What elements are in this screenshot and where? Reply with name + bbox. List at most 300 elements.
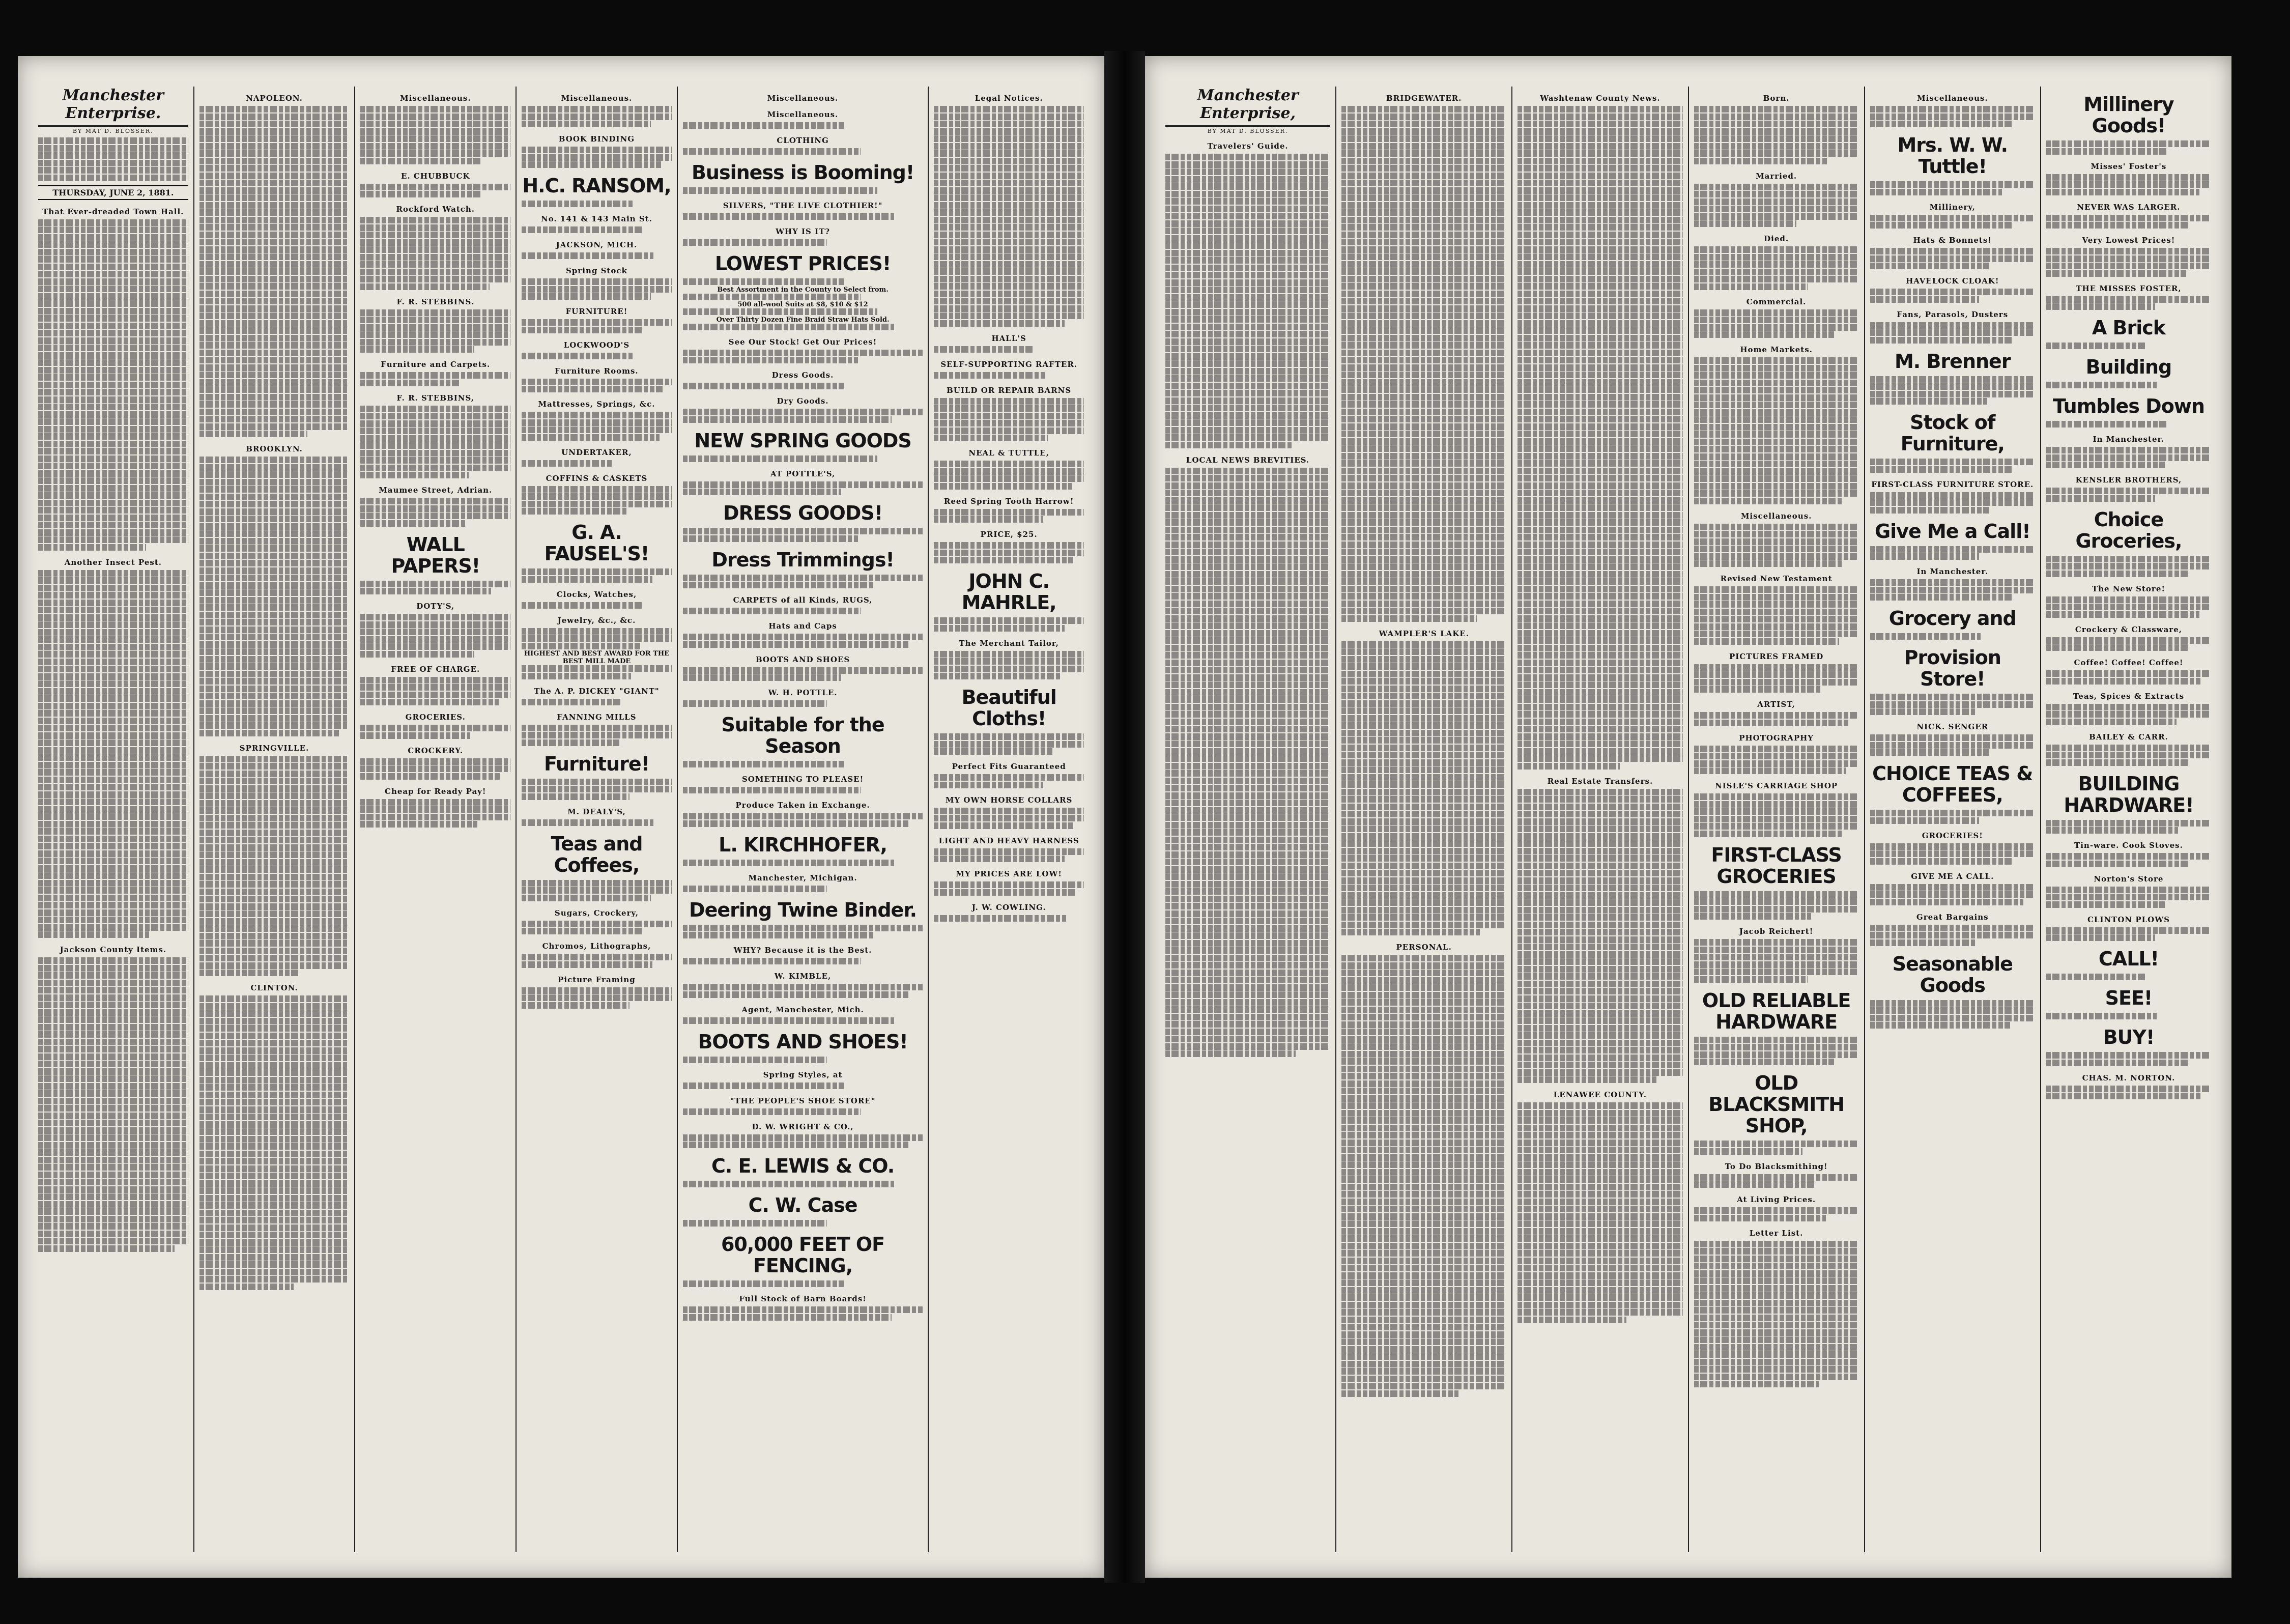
text-line bbox=[199, 394, 350, 401]
text-line bbox=[38, 651, 188, 658]
text-line bbox=[1870, 391, 2035, 397]
text-line bbox=[1341, 497, 1506, 504]
headline: C. W. Case bbox=[748, 1194, 857, 1216]
text-line bbox=[38, 1164, 188, 1171]
text-line bbox=[1341, 106, 1506, 112]
text-line bbox=[1165, 1043, 1330, 1050]
text-line bbox=[683, 1306, 923, 1313]
text-line bbox=[1694, 631, 1859, 637]
text-line bbox=[360, 380, 460, 386]
text-line bbox=[360, 684, 510, 691]
text-line bbox=[360, 239, 510, 246]
text-line bbox=[522, 154, 672, 161]
text-line bbox=[1518, 320, 1682, 327]
text-line bbox=[360, 420, 510, 427]
text-line bbox=[1341, 1169, 1506, 1176]
text-line bbox=[2046, 181, 2211, 188]
text-line bbox=[1165, 176, 1330, 183]
text-line bbox=[1341, 504, 1506, 511]
headline: JACKSON, MICH. bbox=[556, 240, 638, 249]
text-line bbox=[38, 821, 188, 828]
text-line bbox=[38, 739, 188, 746]
headline: Born. bbox=[1763, 94, 1790, 103]
text-line bbox=[683, 383, 844, 389]
headline: CROCKERY. bbox=[408, 746, 464, 755]
text-line bbox=[1165, 1006, 1330, 1013]
headline: WALL PAPERS! bbox=[391, 533, 480, 577]
text-line bbox=[199, 1114, 350, 1120]
text-line bbox=[1165, 770, 1330, 777]
text-line bbox=[1518, 719, 1682, 725]
text-line bbox=[1870, 899, 2023, 905]
headline: Stock of Furniture, bbox=[1900, 411, 2005, 455]
headline: HALL'S bbox=[991, 333, 1026, 343]
headline: No. 141 & 143 Main St. bbox=[541, 214, 652, 223]
headline: E. CHUBBUCK bbox=[401, 171, 470, 181]
text-line bbox=[1518, 995, 1682, 1002]
text-line bbox=[683, 357, 858, 363]
text-line bbox=[360, 128, 510, 135]
text-line bbox=[1870, 932, 2035, 938]
text-line bbox=[199, 416, 350, 422]
text-line bbox=[199, 1092, 350, 1098]
text-line bbox=[38, 659, 188, 665]
text-line bbox=[1341, 1102, 1506, 1109]
text-line bbox=[1165, 397, 1330, 404]
text-line bbox=[1870, 459, 2035, 465]
text-line bbox=[199, 1210, 350, 1216]
headline: Furniture and Carpets. bbox=[381, 360, 491, 369]
text-line bbox=[1694, 317, 1859, 323]
headline: Agent, Manchester, Mich. bbox=[741, 1005, 864, 1014]
text-line bbox=[1341, 549, 1506, 555]
text-line bbox=[1694, 594, 1859, 601]
text-line bbox=[199, 948, 350, 954]
text-line bbox=[199, 1136, 350, 1143]
text-line bbox=[683, 958, 861, 964]
text-line bbox=[934, 261, 1084, 268]
text-line bbox=[1518, 578, 1682, 585]
text-line bbox=[1341, 1007, 1506, 1013]
text-line bbox=[2046, 189, 2199, 195]
text-line bbox=[1518, 740, 1682, 747]
headline: Furniture Rooms. bbox=[555, 366, 639, 376]
text-line bbox=[683, 787, 861, 793]
text-line bbox=[199, 962, 350, 969]
text-line bbox=[38, 1016, 188, 1023]
left-page bbox=[18, 56, 1104, 1578]
text-line bbox=[2046, 462, 2165, 468]
text-line bbox=[1870, 322, 2035, 329]
text-line bbox=[199, 305, 350, 312]
text-line bbox=[1165, 940, 1330, 947]
text-line bbox=[1165, 601, 1330, 607]
text-line bbox=[360, 232, 510, 238]
text-line bbox=[1165, 519, 1330, 526]
headline: FURNITURE! bbox=[565, 307, 628, 316]
text-line bbox=[38, 644, 188, 650]
text-line bbox=[1341, 1235, 1506, 1242]
text-line bbox=[1694, 324, 1859, 331]
text-line bbox=[522, 113, 672, 120]
headline: LOWEST PRICES! bbox=[714, 252, 891, 275]
text-line bbox=[1518, 379, 1682, 386]
text-line bbox=[934, 194, 1084, 201]
text-line bbox=[1165, 822, 1330, 829]
headline: Died. bbox=[1764, 234, 1789, 243]
text-line bbox=[38, 747, 188, 754]
text-line bbox=[1694, 913, 1811, 920]
text-line bbox=[1694, 1374, 1859, 1380]
text-line bbox=[199, 320, 350, 327]
text-line bbox=[1165, 1050, 1296, 1057]
text-line bbox=[934, 856, 1064, 862]
text-line bbox=[934, 209, 1084, 216]
text-line bbox=[1694, 461, 1859, 467]
text-line bbox=[360, 113, 510, 120]
text-line bbox=[1518, 689, 1682, 696]
text-line bbox=[2046, 303, 2155, 310]
text-line bbox=[1870, 546, 2035, 553]
text-line bbox=[360, 677, 510, 683]
text-line bbox=[38, 544, 146, 551]
text-line bbox=[522, 486, 672, 493]
text-line bbox=[1341, 519, 1506, 526]
text-line bbox=[1518, 601, 1682, 607]
text-line bbox=[1518, 468, 1682, 474]
right-col-1 bbox=[1160, 87, 1336, 1552]
text-line bbox=[1165, 287, 1330, 293]
text-line bbox=[1518, 973, 1682, 980]
text-line bbox=[38, 688, 188, 695]
text-line bbox=[1518, 512, 1682, 519]
text-line bbox=[199, 671, 350, 677]
text-line bbox=[1518, 1272, 1682, 1279]
text-line bbox=[1165, 475, 1330, 481]
text-line bbox=[1694, 416, 1859, 423]
text-line bbox=[1694, 276, 1859, 282]
headline: OLD BLACKSMITH SHOP, bbox=[1708, 1072, 1845, 1137]
text-line bbox=[522, 293, 650, 300]
text-line bbox=[1870, 749, 1989, 756]
text-line bbox=[1518, 726, 1682, 732]
right-col-5-content bbox=[1870, 94, 2035, 1029]
text-line bbox=[683, 1057, 827, 1063]
headline: See Our Stock! Get Our Prices! bbox=[728, 337, 877, 347]
text-line bbox=[199, 291, 350, 297]
text-line bbox=[1341, 848, 1506, 854]
text-line bbox=[1165, 696, 1330, 703]
text-line bbox=[1518, 674, 1682, 681]
text-line bbox=[1518, 291, 1682, 297]
text-line bbox=[1694, 1256, 1859, 1262]
text-line bbox=[38, 1075, 188, 1082]
text-line bbox=[1518, 1294, 1682, 1301]
text-line bbox=[1341, 1383, 1506, 1389]
text-line bbox=[360, 150, 510, 157]
headline: Real Estate Transfers. bbox=[1547, 776, 1653, 786]
text-line bbox=[1870, 579, 2035, 586]
text-line bbox=[199, 678, 350, 685]
text-line bbox=[38, 396, 188, 403]
headline: OLD RELIABLE HARDWARE bbox=[1702, 989, 1851, 1033]
text-line bbox=[934, 143, 1084, 150]
text-line bbox=[1694, 246, 1859, 253]
text-line bbox=[38, 828, 188, 835]
text-line bbox=[199, 1099, 350, 1105]
text-line bbox=[522, 699, 622, 705]
text-line bbox=[1518, 342, 1682, 349]
text-line bbox=[199, 567, 350, 574]
text-line bbox=[683, 641, 908, 648]
text-line bbox=[1165, 556, 1330, 563]
text-line bbox=[1694, 976, 1808, 983]
text-line bbox=[199, 1121, 350, 1128]
text-line bbox=[38, 1120, 188, 1126]
text-line bbox=[1518, 106, 1682, 112]
text-line bbox=[199, 209, 350, 216]
text-line bbox=[934, 748, 1052, 755]
text-line bbox=[199, 792, 350, 799]
text-line bbox=[199, 1077, 350, 1084]
text-line bbox=[2046, 1013, 2157, 1019]
text-line bbox=[2046, 174, 2211, 181]
text-line bbox=[199, 232, 350, 238]
text-line bbox=[199, 648, 350, 655]
headline: AT POTTLE'S, bbox=[770, 469, 836, 478]
text-line bbox=[1341, 298, 1506, 304]
text-line bbox=[360, 614, 510, 620]
text-line bbox=[199, 925, 350, 932]
text-line bbox=[1518, 305, 1682, 312]
text-line bbox=[1518, 914, 1682, 921]
text-line bbox=[1694, 1207, 1859, 1214]
text-line bbox=[1165, 918, 1330, 924]
headline: Jewelry, &c., &c. bbox=[557, 615, 636, 625]
text-line bbox=[1341, 1095, 1506, 1102]
text-line bbox=[199, 143, 350, 150]
text-line bbox=[1518, 128, 1682, 135]
text-line bbox=[1518, 755, 1682, 762]
text-line bbox=[199, 1217, 350, 1223]
text-line bbox=[360, 254, 510, 261]
headline: BUILDING HARDWARE! bbox=[2064, 772, 2194, 816]
text-line bbox=[1518, 1117, 1682, 1124]
text-line bbox=[38, 836, 188, 842]
text-line bbox=[1341, 1368, 1506, 1375]
text-line bbox=[1165, 578, 1330, 585]
text-line bbox=[1341, 929, 1480, 935]
text-line bbox=[360, 442, 510, 449]
text-line bbox=[522, 568, 672, 575]
text-line bbox=[1518, 1110, 1682, 1117]
text-line bbox=[360, 106, 510, 112]
text-line bbox=[522, 379, 672, 385]
text-line bbox=[1518, 645, 1682, 651]
text-line bbox=[1165, 622, 1330, 629]
text-line bbox=[38, 791, 188, 798]
text-line bbox=[1518, 1147, 1682, 1153]
text-line bbox=[1870, 734, 2035, 741]
headline: FIRST-CLASS GROCERIES bbox=[1711, 843, 1842, 888]
text-line bbox=[199, 335, 350, 341]
text-line bbox=[1341, 962, 1506, 969]
text-line bbox=[38, 909, 188, 916]
text-line bbox=[360, 732, 470, 739]
text-line bbox=[522, 725, 672, 731]
text-line bbox=[1694, 586, 1859, 593]
text-line bbox=[1341, 173, 1506, 179]
text-line bbox=[1694, 1270, 1859, 1277]
text-line bbox=[360, 773, 500, 780]
text-line bbox=[199, 1047, 350, 1054]
text-line bbox=[1341, 135, 1506, 142]
headline: Suitable for the Season bbox=[721, 714, 884, 757]
text-line bbox=[38, 673, 188, 680]
text-line bbox=[1518, 194, 1682, 201]
text-line bbox=[38, 777, 188, 783]
text-line bbox=[2046, 343, 2145, 349]
text-line bbox=[683, 1017, 894, 1024]
text-line bbox=[1341, 571, 1506, 578]
text-line bbox=[2046, 571, 2188, 577]
text-line bbox=[1518, 239, 1682, 245]
text-line bbox=[1165, 593, 1330, 600]
text-line bbox=[1694, 1300, 1859, 1306]
text-line bbox=[1694, 712, 1859, 719]
text-line bbox=[1694, 283, 1808, 290]
text-line bbox=[934, 150, 1084, 157]
text-line bbox=[199, 933, 350, 939]
headline: Over Thirty Dozen Fine Braid Straw Hats Sold. bbox=[716, 316, 890, 324]
text-line bbox=[1870, 492, 2035, 499]
text-line bbox=[1518, 563, 1682, 570]
headline: J. W. COWLING. bbox=[971, 902, 1046, 912]
headline: BOOTS AND SHOES! bbox=[698, 1030, 908, 1053]
text-line bbox=[1165, 1029, 1330, 1035]
text-line bbox=[934, 666, 1084, 672]
text-line bbox=[522, 252, 653, 259]
text-line bbox=[934, 253, 1084, 260]
text-line bbox=[360, 317, 510, 323]
text-line bbox=[199, 715, 350, 722]
headline: KENSLER BROTHERS, bbox=[2075, 475, 2182, 485]
text-line bbox=[199, 501, 350, 507]
text-line bbox=[1341, 1184, 1506, 1190]
text-line bbox=[683, 634, 923, 640]
text-line bbox=[683, 984, 923, 990]
headline: H.C. RANSOM, bbox=[522, 175, 671, 197]
right-col-4-content bbox=[1694, 94, 1859, 1387]
text-line bbox=[1694, 538, 1859, 545]
text-line bbox=[1341, 1331, 1506, 1338]
text-line bbox=[199, 464, 350, 471]
text-line bbox=[1341, 707, 1506, 714]
text-line bbox=[199, 1069, 350, 1076]
text-line bbox=[1341, 1220, 1506, 1227]
text-line bbox=[522, 928, 642, 934]
text-line bbox=[38, 987, 188, 993]
text-line bbox=[683, 294, 861, 300]
text-line bbox=[199, 851, 350, 858]
text-line bbox=[1518, 460, 1682, 467]
text-line bbox=[1518, 1199, 1682, 1205]
text-line bbox=[38, 1208, 188, 1215]
text-line bbox=[1165, 630, 1330, 637]
text-line bbox=[2046, 820, 2211, 827]
text-line bbox=[1341, 283, 1506, 290]
text-line bbox=[934, 239, 1084, 245]
headline: Dress Trimmings! bbox=[711, 548, 894, 571]
text-line bbox=[522, 508, 628, 515]
text-line bbox=[1694, 269, 1859, 275]
text-line bbox=[360, 581, 510, 587]
text-line bbox=[1518, 276, 1682, 282]
text-line bbox=[1341, 899, 1506, 906]
text-line bbox=[1694, 150, 1859, 157]
text-line bbox=[1518, 261, 1682, 268]
headline: Travelers' Guide. bbox=[1207, 141, 1289, 151]
headline: Give Me a Call! bbox=[1874, 520, 2030, 543]
text-line bbox=[1341, 224, 1506, 231]
text-line bbox=[1518, 936, 1682, 943]
text-line bbox=[2046, 248, 2211, 254]
text-line bbox=[1518, 1220, 1682, 1227]
text-line bbox=[199, 1269, 350, 1275]
text-line bbox=[1518, 150, 1682, 157]
text-line bbox=[199, 619, 350, 625]
text-line bbox=[522, 412, 672, 418]
text-line bbox=[683, 528, 923, 534]
text-line bbox=[2046, 719, 2177, 725]
text-line bbox=[1165, 807, 1330, 814]
text-line bbox=[199, 372, 350, 378]
text-line bbox=[360, 643, 510, 650]
text-line bbox=[1518, 811, 1682, 817]
text-line bbox=[1165, 279, 1330, 286]
text-line bbox=[934, 468, 1084, 475]
headline: Teas, Spices & Extracts bbox=[2073, 691, 2185, 701]
text-line bbox=[2046, 447, 2211, 453]
text-line bbox=[199, 457, 350, 463]
text-line bbox=[683, 1142, 908, 1148]
text-line bbox=[1165, 711, 1330, 718]
text-line bbox=[1165, 1036, 1330, 1042]
text-line bbox=[1341, 907, 1506, 914]
text-line bbox=[1165, 375, 1330, 382]
text-line bbox=[683, 278, 844, 285]
text-line bbox=[199, 545, 350, 552]
text-line bbox=[2046, 934, 2155, 941]
text-line bbox=[1518, 1055, 1682, 1061]
text-line bbox=[1694, 1174, 1859, 1181]
text-line bbox=[1694, 1241, 1859, 1247]
text-line bbox=[1694, 601, 1859, 608]
text-line bbox=[360, 450, 510, 457]
text-line bbox=[934, 291, 1084, 297]
headline: FREE OF CHARGE. bbox=[391, 664, 480, 674]
text-line bbox=[1341, 453, 1506, 460]
text-line bbox=[1518, 357, 1682, 363]
text-line bbox=[683, 481, 923, 488]
text-line bbox=[934, 158, 1084, 164]
text-line bbox=[38, 529, 188, 536]
text-line bbox=[1518, 298, 1682, 304]
text-line bbox=[1694, 498, 1843, 504]
text-line bbox=[1870, 248, 2035, 254]
text-line bbox=[1341, 1139, 1506, 1146]
text-line bbox=[1165, 740, 1330, 747]
